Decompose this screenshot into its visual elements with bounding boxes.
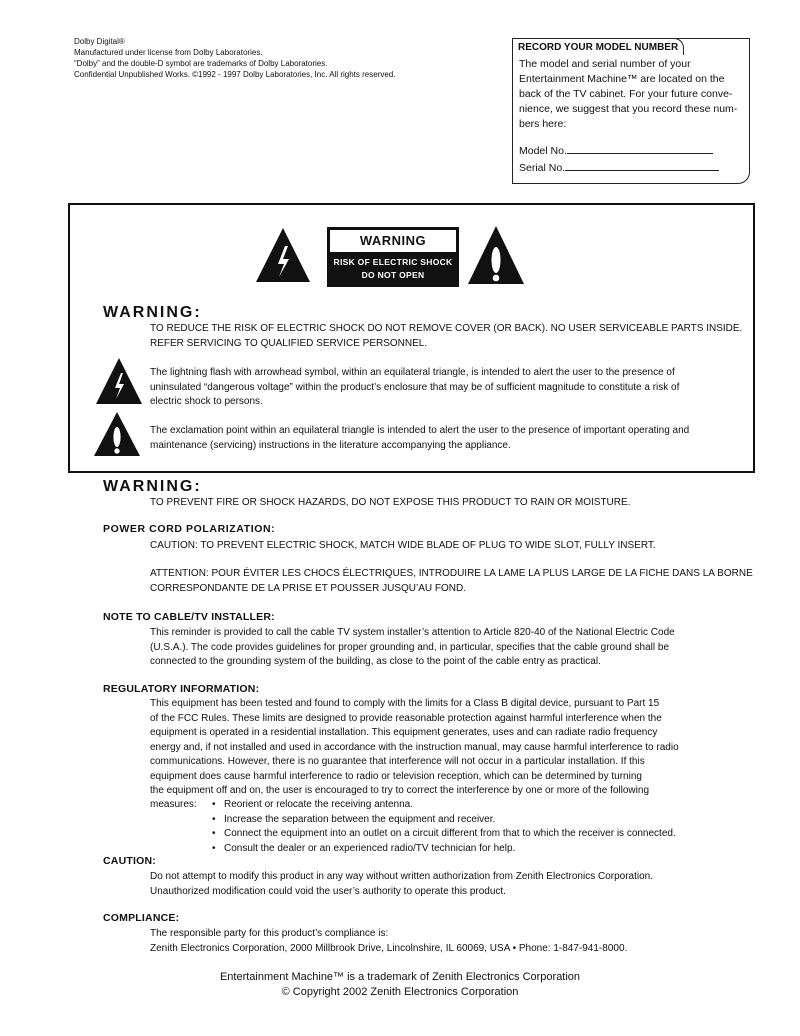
- power-caution: CAUTION: TO PREVENT ELECTRIC SHOCK, MATCH WIDE BLADE OF PLUG TO WIDE SLOT, FULLY INSERT.: [150, 540, 656, 551]
- caution-heading: CAUTION:: [103, 855, 156, 867]
- exclamation-description: [150, 424, 689, 453]
- exclamation-line: maintenance (servicing) instructions in the literature accompanying the appliance.: [150, 439, 511, 451]
- warning-line: REFER SERVICING TO QUALIFIED SERVICE PERSONNEL.: [150, 337, 428, 349]
- warning-heading-2: WARNING:: [103, 478, 202, 495]
- dolby-line: “Dolby” and the double-D symbol are trademarks of Dolby Laboratories.: [74, 59, 328, 68]
- lightning-line: electric shock to persons.: [150, 396, 263, 407]
- measures-list: [212, 798, 676, 856]
- lightning-line: The lightning flash with arrowhead symbol, within an equilateral triangle, is intended to alert the user to the presence of: [150, 367, 675, 378]
- regulatory-line: This equipment has been tested and found to comply with the limits for a Class B digital device, pursuant to Part 15: [150, 698, 660, 709]
- warning-label-line1: RISK OF ELECTRIC SHOCK: [333, 257, 453, 267]
- cable-text: [150, 626, 675, 670]
- compliance-line: The responsible party for this product’s compliance is:: [150, 928, 389, 939]
- power-attention: [150, 567, 753, 596]
- record-line: Entertainment Machine™ are located on the: [519, 73, 725, 85]
- cable-line: (U.S.A.). The code provides guidelines for proper grounding and, in particular, specifies that the cable ground shall be: [150, 641, 670, 653]
- measures-label: measures:: [150, 799, 197, 810]
- cable-heading: NOTE TO CABLE/TV INSTALLER:: [103, 611, 275, 623]
- compliance-text: [150, 927, 627, 956]
- attention-line: ATTENTION: POUR ÉVITER LES CHOCS ÉLECTRIQUES, INTRODUIRE LA LAME LA PLUS LARGE DE LA FICHE DANS LA BORNE: [150, 568, 753, 579]
- dolby-line: Dolby Digital®: [74, 37, 125, 46]
- exclamation-triangle-icon: [466, 224, 526, 286]
- regulatory-line: the equipment off and on, the user is encouraged to try to correct the interference by one or more of the following: [150, 785, 649, 796]
- exclamation-triangle-icon: [92, 410, 142, 458]
- model-field: [567, 142, 713, 154]
- record-title: RECORD YOUR MODEL NUMBER: [512, 38, 684, 55]
- warning-text: [150, 322, 742, 351]
- lightning-line: uninsulated “dangerous voltage” within the product’s enclosure that may be of sufficient magnitude to constitute a risk of: [150, 381, 680, 393]
- cable-line: connected to the grounding system of the building, as close to the point of the cable entry as practical.: [150, 656, 601, 667]
- lightning-triangle-icon: [254, 226, 312, 284]
- warning-label-line2: DO NOT OPEN: [361, 270, 425, 280]
- trademark-line: Entertainment Machine™ is a trademark of Zenith Electronics Corporation: [219, 971, 581, 983]
- lightning-description: [150, 366, 679, 410]
- compliance-heading: COMPLIANCE:: [103, 912, 180, 924]
- warning-line: TO REDUCE THE RISK OF ELECTRIC SHOCK DO NOT REMOVE COVER (OR BACK). NO USER SERVICEABLE PARTS INSIDE.: [150, 323, 743, 334]
- warning-text-2: TO PREVENT FIRE OR SHOCK HAZARDS, DO NOT EXPOSE THIS PRODUCT TO RAIN OR MOISTURE.: [150, 497, 631, 508]
- regulatory-text: [150, 697, 679, 799]
- dolby-notice: [74, 36, 395, 80]
- exclamation-line: The exclamation point within an equilateral triangle is intended to alert the user to the presence of important operating and: [150, 425, 690, 436]
- warning-label-title: WARNING: [330, 230, 456, 252]
- copyright-line: © Copyright 2002 Zenith Electronics Corporation: [281, 986, 519, 998]
- measure-item: • Consult the dealer or an experienced radio/TV technician for help.: [212, 842, 676, 857]
- record-line: back of the TV cabinet. For your future conve-: [519, 88, 733, 100]
- record-line: The model and serial number of your: [519, 58, 691, 70]
- measure-item: • Connect the equipment into an outlet on a circuit different from that to which the receiver is connected.: [212, 827, 676, 842]
- caution-line: Do not attempt to modify this product in any way without written authorization from Zenith Electronics Corporation.: [150, 871, 654, 882]
- lightning-triangle-icon: [94, 356, 144, 406]
- record-line: nience, we suggest that you record these num-: [519, 103, 738, 115]
- record-line: bers here:: [519, 118, 567, 130]
- record-model-box: [512, 38, 750, 184]
- dolby-line: Confidential Unpublished Works. ©1992 - 1997 Dolby Laboratories, Inc. All rights reserved.: [74, 70, 396, 79]
- serial-label: Serial No.: [519, 162, 566, 174]
- model-label: Model No.: [519, 145, 567, 157]
- serial-field: [565, 159, 719, 171]
- caution-line: Unauthorized modification could void the user’s authority to operate this product.: [150, 885, 506, 897]
- warning-label: [327, 227, 459, 287]
- regulatory-line: communications. However, there is no guarantee that interference will not occur in a particular installation. If this: [150, 756, 645, 767]
- regulatory-heading: REGULATORY INFORMATION:: [103, 683, 260, 695]
- dolby-line: Manufactured under license from Dolby Laboratories.: [74, 48, 263, 57]
- caution-text: [150, 870, 653, 899]
- measure-item: • Increase the separation between the equipment and receiver.: [212, 813, 676, 828]
- regulatory-line: equipment is operated in a residential installation. This equipment generates, uses and can radiate radio frequency: [150, 727, 658, 738]
- regulatory-line: equipment does cause harmful interference to radio or television reception, which can be determined by turning: [150, 770, 642, 782]
- regulatory-line: of the FCC Rules. These limits are designed to provide reasonable protection against harmful interference when the: [150, 712, 662, 724]
- cable-line: This reminder is provided to call the cable TV system installer’s attention to Article 820-40 of the National Electric Code: [150, 627, 675, 638]
- warning-heading: WARNING:: [103, 304, 202, 321]
- power-cord-heading: POWER CORD POLARIZATION:: [103, 523, 276, 535]
- footer: [0, 970, 800, 1000]
- compliance-line: Zenith Electronics Corporation, 2000 Millbrook Drive, Lincolnshire, IL 60069, USA • Phone: 1-847-941-8000.: [150, 942, 628, 954]
- attention-line: CORRESPONDANTE DE LA PRISE ET POUSSER JUSQU’AU FOND.: [150, 582, 466, 594]
- measure-item: • Reorient or relocate the receiving antenna.: [212, 798, 676, 813]
- regulatory-line: energy and, if not installed and used in accordance with the instruction manual, may cause harmful interference to radio: [150, 741, 679, 753]
